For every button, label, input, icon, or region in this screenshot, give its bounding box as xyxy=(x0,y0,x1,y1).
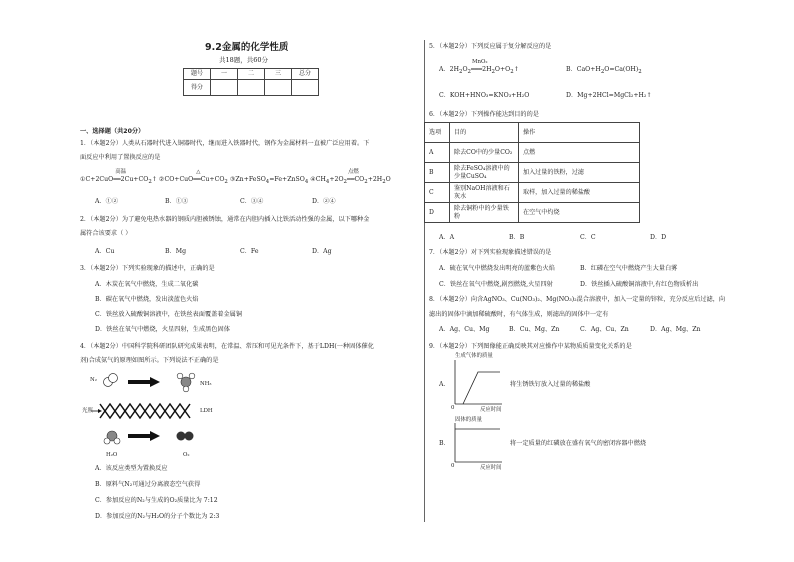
q4-option-d[interactable]: D．参加反应的N₂与H₂O的分子个数比为 2:3 xyxy=(95,513,220,520)
score-header: 三 xyxy=(265,69,292,80)
graph-b-label[interactable]: B． xyxy=(439,440,450,447)
fig-label-o2: O₂ xyxy=(183,452,190,458)
graph-a-xlabel: 反应时间 xyxy=(480,407,502,413)
q3-line1: 3．（本题2分）下列实验现象的描述中，正确的是 xyxy=(80,265,215,272)
graph-a-curve xyxy=(463,372,500,404)
score-header: 二 xyxy=(238,69,265,80)
q7-line1: 7．（本题2分）对下列实验现象描述错误的是 xyxy=(429,249,552,256)
table-header: 选项 xyxy=(425,123,450,143)
eq-1-product: 2Cu+CO xyxy=(120,176,149,183)
eq-2: ②CO+CuO xyxy=(158,176,194,183)
eq-4-condition: 点燃 xyxy=(347,169,359,175)
q5-option-d[interactable]: D．Mg+2HCl=MgCl₂+H₂↑ xyxy=(566,92,652,99)
eq-1: ①C+2CuO xyxy=(80,176,114,183)
mno2-catalyst: MnO₂ xyxy=(471,59,488,65)
q1-line1: 1．（本题2分）人类从石器时代进入铜器时代，继而进入铁器时代，钢作为金属材料一直被广泛应用着。下 xyxy=(80,140,370,147)
score-header: 总分 xyxy=(292,69,319,80)
eq-2-condition: △ xyxy=(196,169,201,175)
graph-b-ylabel: 固体的质量 xyxy=(455,417,482,423)
q3-option-a[interactable]: A．木炭在氧气中燃烧，生成二氧化碳 xyxy=(95,281,199,288)
q8-option-b[interactable]: B．Cu、Mg、Zn xyxy=(509,326,560,333)
q8-line2: 滤出的固体中滴加稀硫酸时，有气体生成，则滤出的固体中一定有 xyxy=(429,311,609,318)
fig-label-h2o: H₂O xyxy=(106,452,118,458)
q1-option-b[interactable]: B．①③ xyxy=(165,198,189,205)
table-header: 操作 xyxy=(519,123,640,143)
q6-line1: 6．（本题2分）下列操作能达到目的的是 xyxy=(429,111,539,118)
q5-option-a[interactable]: A．$2H_2O_2$ MnO₂ $═══2H_2O+O_2↑$ xyxy=(439,59,519,76)
q4-option-c[interactable]: C．参加反应的N₂与生成的O₂质量比为 7:12 xyxy=(95,497,218,504)
eq-2-product: Cu+CO xyxy=(200,176,225,183)
q8-option-c[interactable]: C．Ag、Cu、Zn xyxy=(580,326,629,333)
fig-label-light: 光照 xyxy=(82,408,93,414)
q7-option-b[interactable]: B．红磷在空气中燃烧产生大量白雾 xyxy=(580,265,678,272)
q2-option-b[interactable]: B．Mg xyxy=(165,248,187,255)
table-header: 目的 xyxy=(450,123,519,143)
table-row: B 除去FeSO₄溶液中的少量CuSO₄ 加入过量的铁粉，过滤 xyxy=(425,163,640,183)
graph-a-text: 将生锈铁钉放入过量的稀盐酸 xyxy=(510,381,591,388)
table-row: D 除去铜粉中的少量铁粉 在空气中灼烧 xyxy=(425,203,640,223)
q4-line2: 剂)合成氨气的原理如图所示。下列说法不正确的是 xyxy=(80,357,219,364)
q4-line1: 4．（本题2分）中国科学院科研团队研究成果表明，在常温、常压和可见光条件下，基于LDH(一种固体催化 xyxy=(80,343,374,350)
q1-line2: 面反应中利用了置换反应的是 xyxy=(80,154,161,161)
eq-4: ④CH xyxy=(310,176,326,183)
q8-line1: 8．（本题2分）向含AgNO₃、Cu(NO₃)₂、Mg(NO₃)₂混合溶液中，加入一定量的锌粒，充分反应后过滤，向 xyxy=(429,296,726,303)
graph-a-axes xyxy=(455,360,502,404)
q8-option-a[interactable]: A．Ag、Cu、Mg xyxy=(439,326,490,333)
q3-option-d[interactable]: D．铁丝在氧气中燃烧，火星四射，生成黑色固体 xyxy=(95,326,230,333)
page-title: 9.2金属的化学性质 xyxy=(205,42,289,53)
graph-b-xlabel: 反应时间 xyxy=(480,465,502,471)
q2-line2: 属符合该要求（ ） xyxy=(80,230,132,237)
graph-b-origin: 0 xyxy=(451,463,455,469)
score-header: 题号 xyxy=(184,69,211,80)
q5-option-b[interactable]: B．$CaO+H_2O=Ca(OH)_2$ xyxy=(566,66,642,76)
q1-option-d[interactable]: D．②④ xyxy=(312,198,336,205)
q5-option-c[interactable]: C．KOH+HNO₃=KNO₃+H₂O xyxy=(439,92,530,99)
q3-option-c[interactable]: C．铁丝放入硫酸铜溶液中，在铁丝表面覆盖着金属铜 xyxy=(95,311,243,318)
q4-option-a[interactable]: A．该反应类型为置换反应 xyxy=(95,465,168,472)
page-subtitle: 共18题，共60分 xyxy=(219,56,269,64)
q1-equations: ①C+2CuO 高温 $══2Cu+CO_2↑$ ②CO+CuO △ $══Cu+CO_2$ ③Zn+FeSO$_4$=Fe+ZnSO$_4$ $④CH_4+2O_2$ 点燃 $══CO_2+2H_2O$ xyxy=(80,169,391,186)
q2-option-c[interactable]: C．Fe xyxy=(240,248,259,255)
q6-option-a[interactable]: A．A xyxy=(439,234,455,241)
eq-1-condition: 高温 xyxy=(115,169,126,175)
eq-3-product: =Fe+ZnSO xyxy=(269,176,305,183)
q4-option-b[interactable]: B．原料气N₂可通过分离液态空气获得 xyxy=(95,481,201,488)
q6-option-b[interactable]: B．B xyxy=(509,234,525,241)
q2-line1: 2．（本题2分）为了避免电热水器的钢质内胆被锈蚀，通常在内胆内插入比铁活动性强的金属，以下哪种金 xyxy=(80,216,370,223)
eq-3: ③Zn+FeSO xyxy=(229,176,266,183)
graph-a-origin: 0 xyxy=(451,405,455,411)
q6-option-d[interactable]: D．D xyxy=(650,234,667,241)
q8-option-d[interactable]: D．Ag、Mg、Zn xyxy=(650,326,701,333)
fig-label-nh3: NH₃ xyxy=(200,381,212,387)
q1-option-a[interactable]: A．①② xyxy=(95,198,119,205)
q5-line1: 5．（本题2分）下列反应属于复分解反应的是 xyxy=(429,43,552,50)
q1-option-c[interactable]: C．③④ xyxy=(240,198,264,205)
fig-label-ldh: LDH xyxy=(200,408,213,414)
q9-line1: 9．（本题2分）下列图像能正确反映其对应操作中某物质质量变化关系的是 xyxy=(429,343,632,350)
score-row-label: 得分 xyxy=(184,80,211,96)
q7-option-d[interactable]: D．铁丝插入硫酸铜溶液中,有红色物质析出 xyxy=(580,281,699,288)
q6-option-c[interactable]: C．C xyxy=(580,234,596,241)
q3-option-b[interactable]: B．碳在氧气中燃烧，发出淡蓝色火焰 xyxy=(95,296,199,303)
table-row: C 鉴别NaOH溶液和石灰水 取样，加入过量的稀盐酸 xyxy=(425,183,640,203)
q2-option-d[interactable]: D．Ag xyxy=(312,248,332,255)
graph-a-label[interactable]: A． xyxy=(439,381,450,388)
graph-a-ylabel: 生成气体的质量 xyxy=(455,353,493,359)
section-heading: 一、选择题（共20分） xyxy=(80,128,145,135)
fig-label-n2: N₂ xyxy=(90,377,97,383)
graph-b-text: 将一定质量的红磷放在盛有氧气的密闭容器中燃烧 xyxy=(510,440,647,447)
table-row: A 除去CO中的少量CO₂ 点燃 xyxy=(425,143,640,163)
q2-option-a[interactable]: A．Cu xyxy=(95,248,115,255)
score-header: 一 xyxy=(211,69,238,80)
q7-option-a[interactable]: A．硫在氧气中燃烧发出明亮的蓝紫色火焰 xyxy=(439,265,555,272)
q7-option-c[interactable]: C．铁丝在氧气中燃烧,剧烈燃烧,火星四射 xyxy=(439,281,553,288)
